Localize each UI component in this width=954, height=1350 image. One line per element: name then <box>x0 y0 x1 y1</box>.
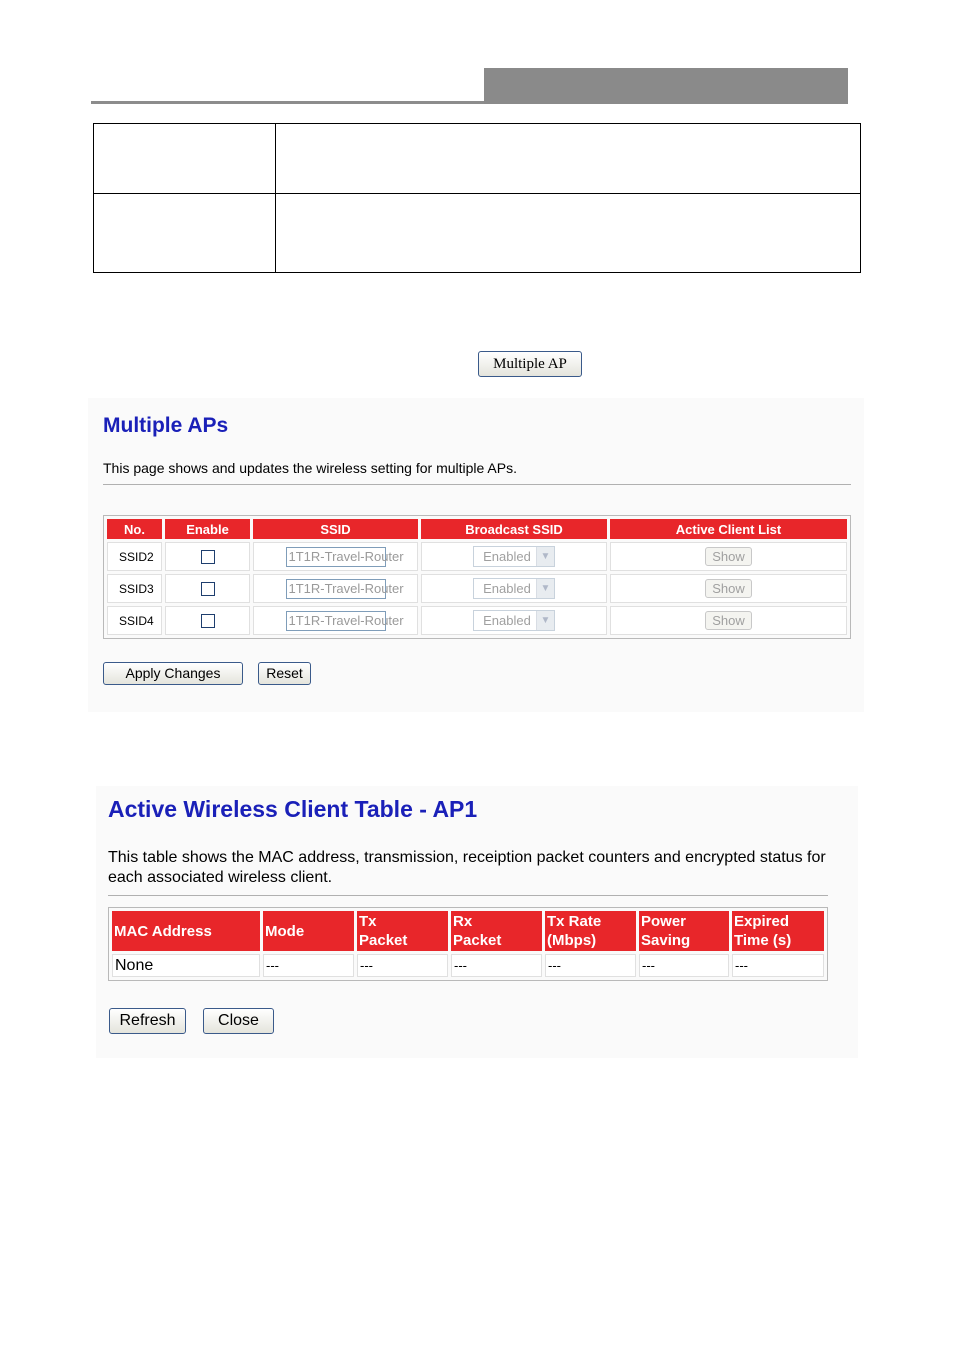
col-header: Enable <box>165 519 250 539</box>
client-table-panel <box>96 786 858 1058</box>
col-header: No. <box>107 519 162 539</box>
ssid-no: SSID2 <box>107 542 162 571</box>
enable-checkbox[interactable] <box>201 550 215 564</box>
col-header-line1: Rx <box>453 913 473 930</box>
col-header <box>357 911 448 951</box>
table-row <box>112 954 824 977</box>
table-cell: --- <box>357 954 448 977</box>
doc-table-cell <box>276 124 861 194</box>
col-header: Active Client List <box>610 519 847 539</box>
multiple-ap-button[interactable]: Multiple AP <box>478 351 582 377</box>
col-header-line1: Tx Rate <box>547 913 602 930</box>
multiple-aps-table <box>103 515 851 639</box>
col-header: SSID <box>253 519 418 539</box>
broadcast-ssid-select[interactable] <box>473 546 555 567</box>
col-header <box>545 911 636 951</box>
doc-table-cell <box>94 194 276 273</box>
col-header <box>639 911 729 951</box>
page-title: Multiple APs <box>103 414 229 437</box>
col-header-line1: Mode <box>265 922 305 940</box>
chevron-down-icon: ▼ <box>536 611 554 630</box>
col-header-line1: MAC Address <box>114 922 212 940</box>
ssid-input[interactable]: 1T1R-Travel-Router <box>286 611 386 631</box>
col-header-line2: Time (s) <box>734 932 792 949</box>
header-bar <box>484 68 848 104</box>
col-header-line2: (Mbps) <box>547 932 597 949</box>
doc-table-cell <box>94 124 276 194</box>
doc-table-cell <box>276 194 861 273</box>
col-header-line2: Saving <box>641 932 691 949</box>
header-rule <box>91 101 484 104</box>
doc-table <box>93 123 861 273</box>
enable-checkbox[interactable] <box>201 614 215 628</box>
page-title: Active Wireless Client Table - AP1 <box>108 796 478 822</box>
table-cell: None <box>112 954 260 977</box>
select-value: Enabled <box>483 581 531 596</box>
enable-checkbox[interactable] <box>201 582 215 596</box>
show-clients-button[interactable]: Show <box>705 579 752 598</box>
col-header <box>451 911 542 951</box>
col-header <box>263 911 354 951</box>
table-cell: --- <box>263 954 354 977</box>
show-clients-button[interactable]: Show <box>705 547 752 566</box>
ssid-no: SSID4 <box>107 606 162 635</box>
col-header <box>112 911 260 951</box>
col-header-line1: Tx <box>359 913 377 930</box>
divider <box>103 484 851 485</box>
close-button[interactable]: Close <box>203 1008 274 1034</box>
col-header: Broadcast SSID <box>421 519 607 539</box>
table-row <box>107 574 847 603</box>
ssid-no: SSID3 <box>107 574 162 603</box>
table-cell: --- <box>451 954 542 977</box>
table-cell: --- <box>732 954 824 977</box>
select-value: Enabled <box>483 613 531 628</box>
col-header-line1: Expired <box>734 913 790 930</box>
ssid-input[interactable]: 1T1R-Travel-Router <box>286 579 386 599</box>
ssid-input[interactable]: 1T1R-Travel-Router <box>286 547 386 567</box>
apply-changes-button[interactable]: Apply Changes <box>103 662 243 685</box>
table-row <box>107 542 847 571</box>
client-table <box>108 907 828 981</box>
page-description: This page shows and updates the wireless setting for multiple APs. <box>103 460 517 476</box>
show-clients-button[interactable]: Show <box>705 611 752 630</box>
chevron-down-icon: ▼ <box>536 579 554 598</box>
chevron-down-icon: ▼ <box>536 547 554 566</box>
col-header <box>732 911 824 951</box>
refresh-button[interactable]: Refresh <box>109 1008 186 1034</box>
broadcast-ssid-select[interactable] <box>473 578 555 599</box>
reset-button[interactable]: Reset <box>258 662 311 685</box>
table-cell: --- <box>545 954 636 977</box>
select-value: Enabled <box>483 549 531 564</box>
page-description: This table shows the MAC address, transmission, receiption packet counters and encrypted status for each associated wireless client. <box>108 849 826 886</box>
col-header-line1: Power <box>641 913 687 930</box>
col-header-line2: Packet <box>359 932 408 949</box>
table-row <box>107 606 847 635</box>
divider <box>108 895 828 896</box>
col-header-line2: Packet <box>453 932 502 949</box>
multiple-aps-panel <box>88 398 864 712</box>
broadcast-ssid-select[interactable] <box>473 610 555 631</box>
table-cell: --- <box>639 954 729 977</box>
